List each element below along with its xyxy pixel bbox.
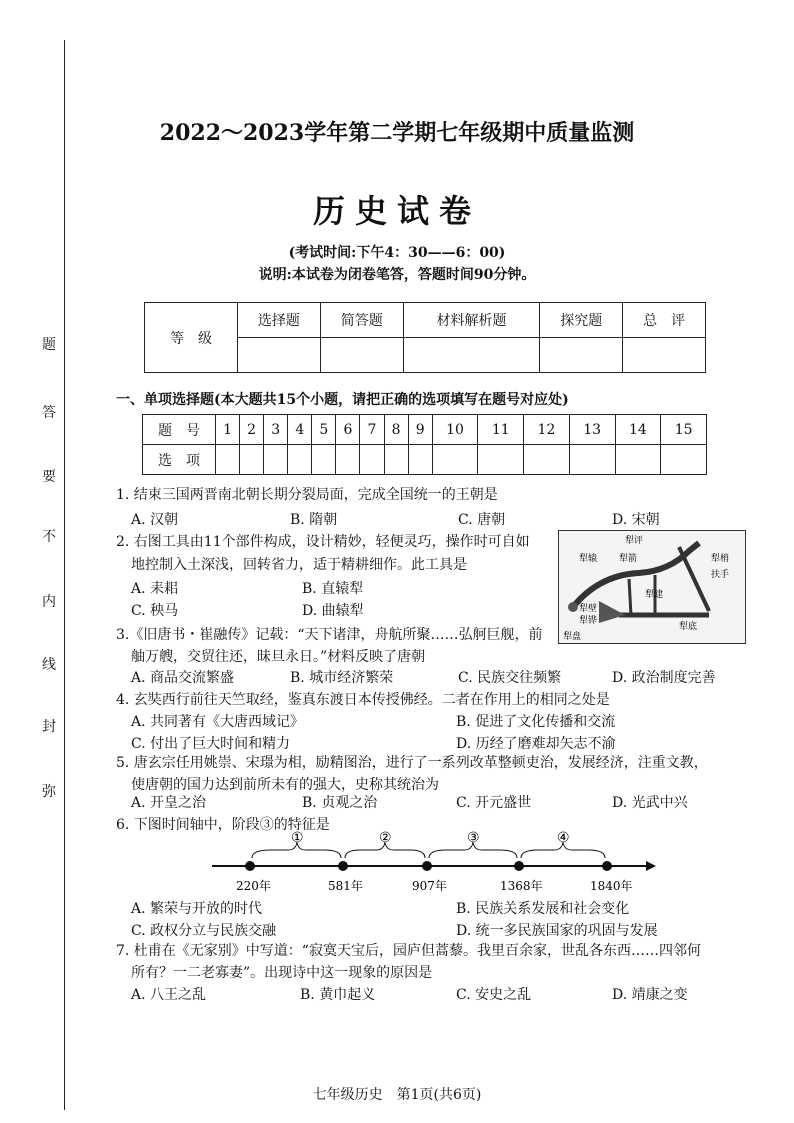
section-heading: 一、单项选择题(本大题共15个小题，请把正确的选项填写在题号对应处) [116, 392, 569, 408]
answer-number: 14 [615, 415, 661, 445]
q6-option-a: A. 繁荣与开放的时代 [131, 901, 263, 917]
q2-option-c: C. 秧马 [131, 603, 179, 619]
question-7-stem-line1: 7. 杜甫在《无家别》中写道：“寂寞天宝后，园庐但蒿藜。我里百余家，世乱各东西……四邻何 [116, 943, 701, 959]
grade-cell[interactable] [238, 338, 321, 373]
answer-cell[interactable] [661, 445, 707, 475]
timeline-stage: ④ [557, 830, 570, 846]
q5-option-c: C. 开元盛世 [456, 795, 532, 811]
answer-number: 4 [288, 415, 312, 445]
plough-label: 扶手 [711, 570, 730, 580]
timeline-stage: ① [291, 830, 304, 846]
question-5-stem-line1: 5. 唐玄宗任用姚崇、宋璟为相，励精图治，进行了一系列改革整顿吏治，发展经济，注重文教， [116, 755, 708, 771]
page-footer: 七年级历史 第1页(共6页) [312, 1087, 482, 1103]
grade-col-short: 简答题 [320, 303, 403, 338]
binding-char: 内 [42, 594, 56, 610]
question-4-stem: 4. 玄奘西行前往天竺取经，鉴真东渡日本传授佛经。二者在作用上的相同之处是 [116, 692, 610, 708]
question-3-stem-line1: 3.《旧唐书・崔融传》记载：“天下诸津，舟航所聚……弘舸巨舰，前 [116, 627, 543, 643]
answer-number: 12 [524, 415, 570, 445]
timeline-year: 1368年 [500, 879, 543, 893]
question-6-stem: 6. 下图时间轴中，阶段③的特征是 [116, 817, 330, 833]
answer-number: 8 [384, 415, 408, 445]
question-5-stem-line2: 使唐朝的国力达到前所未有的强大，史称其统治为 [131, 777, 439, 793]
grade-col-material: 材料解析题 [403, 303, 540, 338]
timeline-year: 220年 [236, 879, 271, 893]
plough-label: 犁辕 [579, 554, 598, 564]
plough-label: 犁评 [625, 536, 644, 546]
plough-label: 犁底 [679, 622, 698, 632]
answer-cell[interactable] [384, 445, 408, 475]
answer-number: 13 [569, 415, 615, 445]
q2-option-a: A. 耒耜 [131, 581, 179, 597]
timeline-year: 581年 [328, 879, 363, 893]
answer-cell[interactable] [288, 445, 312, 475]
answer-number: 1 [216, 415, 240, 445]
q5-option-a: A. 开皇之治 [131, 795, 207, 811]
answer-cell[interactable] [524, 445, 570, 475]
q3-option-b: B. 城市经济繁荣 [290, 670, 394, 686]
q1-option-b: B. 隋朝 [290, 512, 338, 528]
q5-option-b: B. 贞观之治 [302, 795, 378, 811]
q7-option-d: D. 靖康之变 [612, 987, 688, 1003]
q3-option-c: C. 民族交往频繁 [458, 670, 562, 686]
answer-cell[interactable] [240, 445, 264, 475]
q3-option-d: D. 政治制度完善 [612, 670, 716, 686]
binding-char: 不 [42, 529, 56, 545]
answer-number: 2 [240, 415, 264, 445]
grade-cell[interactable] [540, 338, 623, 373]
curved-plough-drawing [559, 531, 745, 643]
exam-time: (考试时间:下午4：30——6：00) [288, 245, 506, 261]
q2-option-d: D. 曲辕犁 [302, 603, 364, 619]
timeline-stage: ③ [467, 830, 480, 846]
q6-option-c: C. 政权分立与民族交融 [131, 923, 277, 939]
answer-number: 3 [264, 415, 288, 445]
q5-option-d: D. 光武中兴 [612, 795, 688, 811]
binding-char: 封 [42, 719, 56, 735]
grade-cell[interactable] [623, 338, 706, 373]
plough-figure [558, 530, 746, 644]
question-7-stem-line2: 所有？一二老寡妻”。出现诗中这一现象的原因是 [131, 965, 433, 981]
grade-col-total: 总 评 [623, 303, 706, 338]
grade-row-label: 等 级 [145, 303, 238, 373]
q1-option-d: D. 宋朝 [612, 512, 660, 528]
binding-char: 线 [42, 657, 56, 673]
timeline [200, 828, 660, 896]
answer-number: 5 [312, 415, 336, 445]
q4-option-b: B. 促进了文化传播和交流 [456, 714, 616, 730]
answer-header-label: 题 号 [143, 415, 216, 445]
q7-option-c: C. 安史之乱 [456, 987, 532, 1003]
answer-cell[interactable] [615, 445, 661, 475]
answer-number: 6 [336, 415, 360, 445]
timeline-year: 907年 [412, 879, 447, 893]
q7-option-a: A. 八王之乱 [131, 987, 207, 1003]
q2-option-b: B. 直辕犁 [302, 581, 364, 597]
answer-number: 10 [432, 415, 478, 445]
plough-label: 犁建 [645, 590, 664, 600]
subject-title: 历史试卷 [312, 192, 481, 230]
q4-option-c: C. 付出了巨大时间和精力 [131, 736, 291, 752]
q1-option-c: C. 唐朝 [458, 512, 506, 528]
question-2-stem-line1: 2. 右图工具由11个部件构成，设计精妙，轻便灵巧，操作时可自如 [116, 534, 530, 550]
timeline-year: 1840年 [590, 879, 633, 893]
binding-char: 要 [42, 469, 56, 485]
plough-label: 犁铧 [579, 616, 598, 626]
binding-char: 弥 [42, 784, 56, 800]
question-1-stem: 1. 结束三国两晋南北朝长期分裂局面，完成全国统一的王朝是 [116, 487, 498, 503]
answer-row-label: 选 项 [143, 445, 216, 475]
plough-label: 犁盘 [563, 632, 582, 642]
answer-cell[interactable] [336, 445, 360, 475]
binding-char: 题 [42, 337, 56, 353]
answer-number: 11 [478, 415, 524, 445]
exam-instructions: 说明:本试卷为闭卷笔答，答题时间90分钟。 [258, 267, 536, 283]
exam-title: 2022～2023学年第二学期七年级期中质量监测 [159, 120, 635, 146]
q4-option-a: A. 共同著有《大唐西域记》 [131, 714, 305, 730]
answer-number: 15 [661, 415, 707, 445]
answer-cell[interactable] [432, 445, 478, 475]
q4-option-d: D. 历经了磨难却矢志不渝 [456, 736, 616, 752]
answer-cell[interactable] [264, 445, 288, 475]
plough-label: 犁壁 [579, 604, 598, 614]
question-3-stem-line2: 舳万艘，交贸往还，昧旦永日。”材料反映了唐朝 [131, 649, 426, 665]
binding-char: 答 [42, 405, 56, 421]
q6-option-d: D. 统一多民族国家的巩固与发展 [456, 923, 658, 939]
answer-cell[interactable] [360, 445, 384, 475]
answer-cell[interactable] [216, 445, 240, 475]
grade-cell[interactable] [320, 338, 403, 373]
q3-option-a: A. 商品交流繁盛 [131, 670, 235, 686]
plough-label: 犁箭 [619, 554, 638, 564]
q7-option-b: B. 黄巾起义 [300, 987, 376, 1003]
grade-col-choice: 选择题 [238, 303, 321, 338]
answer-number: 7 [360, 415, 384, 445]
answer-cell[interactable] [408, 445, 432, 475]
timeline-stage: ② [379, 830, 392, 846]
plough-label: 犁梢 [711, 554, 730, 564]
answer-table [142, 414, 707, 475]
question-2-stem-line2: 地控制入土深浅，回转省力，适于精耕细作。此工具是 [131, 557, 467, 573]
grade-col-inquiry: 探究题 [540, 303, 623, 338]
answer-cell[interactable] [312, 445, 336, 475]
answer-cell[interactable] [478, 445, 524, 475]
q1-option-a: A. 汉朝 [131, 512, 179, 528]
grade-table [144, 302, 706, 373]
answer-cell[interactable] [569, 445, 615, 475]
answer-number: 9 [408, 415, 432, 445]
q6-option-b: B. 民族关系发展和社会变化 [456, 901, 630, 917]
grade-cell[interactable] [403, 338, 540, 373]
